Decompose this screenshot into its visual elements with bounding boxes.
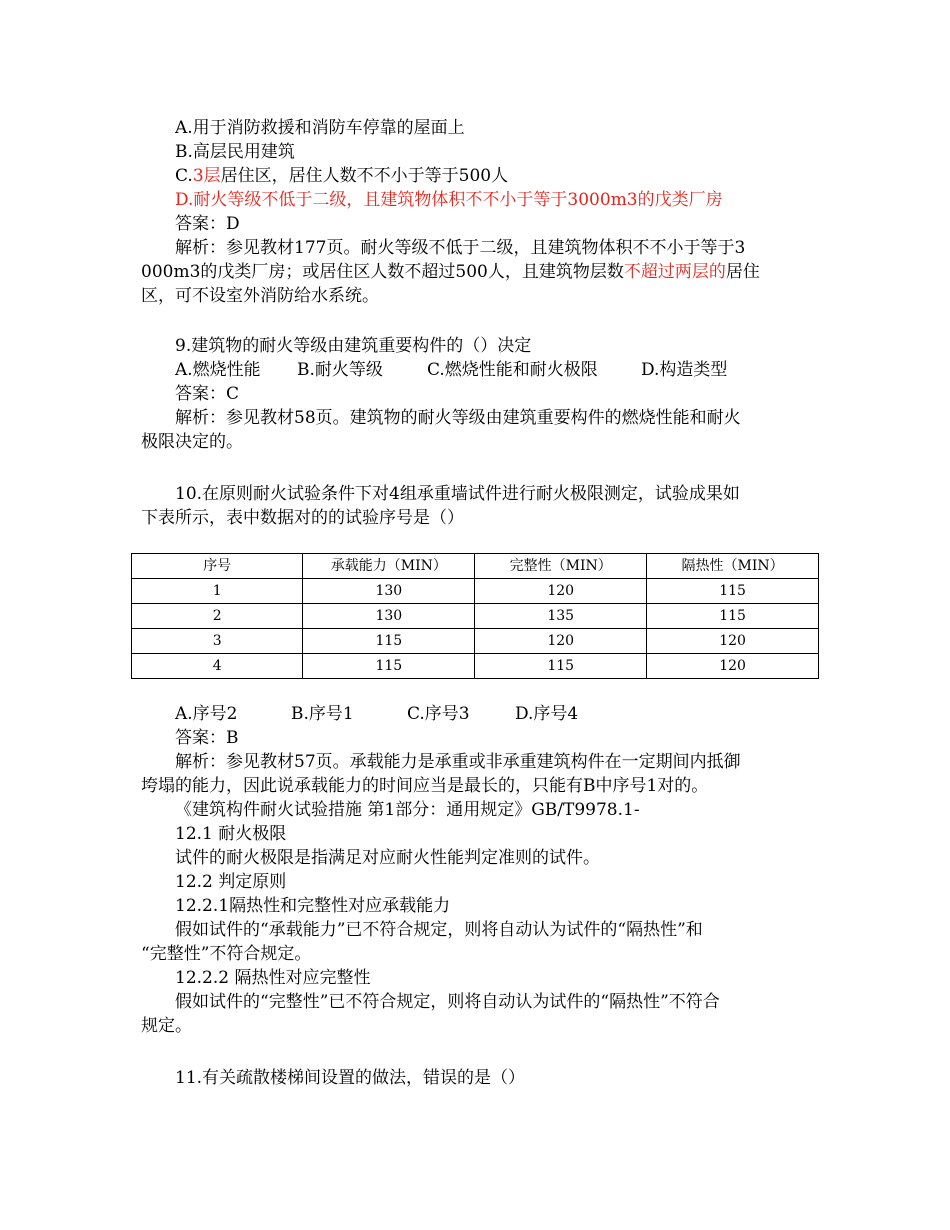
q9-explanation-line1: 解析：参见教材58页。建筑物的耐火等级由建筑重要构件的燃烧性能和耐火 bbox=[175, 408, 741, 428]
table-row bbox=[132, 579, 819, 604]
q9-question: 9.建筑物的耐火等级由建筑重要构件的（）决定 bbox=[175, 336, 532, 356]
q8-option-b: B.高层民用建筑 bbox=[175, 142, 295, 162]
table-cell: 120 bbox=[647, 654, 819, 679]
table-cell: 130 bbox=[303, 604, 475, 629]
q10-section-12-2: 12.2 判定原则 bbox=[175, 872, 287, 892]
q10-explanation-line1: 解析：参见教材57页。承载能力是承重或非承重建筑构件在一定期间内抵御 bbox=[175, 752, 741, 772]
q8-expl-line2-a: 000m3的戊类厂房；或居住区人数不超过500人，且建筑物层数 bbox=[141, 262, 624, 282]
q8-explanation-line3: 区，可不设室外消防给水系统。 bbox=[141, 286, 379, 306]
q8-explanation-line1: 解析：参见教材177页。耐火等级不低于二级，且建筑物体积不不小于等于3 bbox=[175, 238, 746, 258]
q9-explanation-line2: 极限决定的。 bbox=[141, 432, 243, 452]
q10-section-12-2-2-text2: 规定。 bbox=[141, 1016, 192, 1036]
q10-section-12-2-2: 12.2.2 隔热性对应完整性 bbox=[175, 968, 371, 988]
table-header-row bbox=[132, 554, 819, 579]
q10-standard-title: 《建筑构件耐火试验措施 第1部分：通用规定》GB/T9978.1- bbox=[175, 800, 640, 820]
q10-section-12-2-1: 12.2.1隔热性和完整性对应承载能力 bbox=[175, 896, 451, 916]
q10-options bbox=[175, 702, 578, 726]
table-cell: 115 bbox=[475, 654, 647, 679]
table-cell: 120 bbox=[475, 579, 647, 604]
table-cell: 130 bbox=[303, 579, 475, 604]
q10-section-12-2-1-text2: “完整性”不符合规定。 bbox=[141, 944, 312, 964]
q10-option-c: C.序号3 bbox=[407, 704, 470, 724]
q8-option-c bbox=[175, 164, 508, 188]
table-cell: 2 bbox=[132, 604, 303, 629]
q8-option-c-highlight: 3层 bbox=[192, 166, 221, 186]
q8-option-c-prefix: C. bbox=[175, 166, 193, 186]
q8-option-d: D.耐火等级不低于二级，且建筑物体积不不小于等于3000m3的戊类厂房 bbox=[175, 190, 723, 210]
q8-expl-line2-highlight: 不超过两层的 bbox=[623, 262, 726, 282]
q9-option-b: B.耐火等级 bbox=[297, 360, 383, 380]
table-header-cell: 隔热性（MIN） bbox=[647, 554, 819, 579]
q10-option-d: D.序号4 bbox=[515, 704, 579, 724]
q9-option-c: C.燃烧性能和耐火极限 bbox=[427, 360, 598, 380]
table-cell: 115 bbox=[647, 604, 819, 629]
table-cell: 3 bbox=[132, 629, 303, 654]
table-cell: 120 bbox=[475, 629, 647, 654]
table-cell: 115 bbox=[647, 579, 819, 604]
q10-section-12-1-text: 试件的耐火极限是指满足对应耐火性能判定准则的试件。 bbox=[175, 848, 600, 868]
table-cell: 120 bbox=[647, 629, 819, 654]
q8-expl-line2-b: 居住 bbox=[725, 262, 760, 282]
table-cell: 135 bbox=[475, 604, 647, 629]
table-cell: 115 bbox=[303, 629, 475, 654]
q8-explanation-line2 bbox=[141, 260, 760, 284]
q10-answer: 答案：B bbox=[175, 728, 239, 748]
q9-answer: 答案：C bbox=[175, 384, 240, 404]
q8-option-a: A.用于消防救援和消防车停靠的屋面上 bbox=[175, 118, 465, 138]
q10-question-line2: 下表所示，表中数据对的的试验序号是（） bbox=[141, 508, 464, 528]
q11-question: 11.有关疏散楼梯间设置的做法，错误的是（） bbox=[175, 1068, 526, 1088]
table-row bbox=[132, 654, 819, 679]
q10-option-b: B.序号1 bbox=[291, 704, 354, 724]
table-header-cell: 序号 bbox=[132, 554, 303, 579]
table-cell: 115 bbox=[303, 654, 475, 679]
q8-answer: 答案：D bbox=[175, 214, 240, 234]
table-cell: 4 bbox=[132, 654, 303, 679]
q10-explanation-line2: 垮塌的能力，因此说承载能力的时间应当是最长的，只能有B中序号1对的。 bbox=[141, 776, 709, 796]
q9-option-d: D.构造类型 bbox=[641, 360, 728, 380]
table-row bbox=[132, 629, 819, 654]
q10-question-line1: 10.在原则耐火试验条件下对4组承重墙试件进行耐火极限测定，试验成果如 bbox=[175, 484, 740, 504]
q10-option-a: A.序号2 bbox=[175, 704, 238, 724]
q9-option-a: A.燃烧性能 bbox=[175, 360, 261, 380]
table-header-cell: 完整性（MIN） bbox=[475, 554, 647, 579]
q9-options bbox=[175, 358, 727, 382]
table-header-cell: 承载能力（MIN） bbox=[303, 554, 475, 579]
q10-section-12-2-1-text1: 假如试件的“承载能力”已不符合规定，则将自动认为试件的“隔热性”和 bbox=[175, 920, 703, 940]
q8-option-c-rest: 居住区，居住人数不不小于等于500人 bbox=[220, 166, 509, 186]
q10-results-table bbox=[131, 553, 819, 679]
table-row bbox=[132, 604, 819, 629]
q10-section-12-1: 12.1 耐火极限 bbox=[175, 824, 287, 844]
q10-section-12-2-2-text1: 假如试件的“完整性”已不符合规定，则将自动认为试件的“隔热性”不符合 bbox=[175, 992, 720, 1012]
table-cell: 1 bbox=[132, 579, 303, 604]
